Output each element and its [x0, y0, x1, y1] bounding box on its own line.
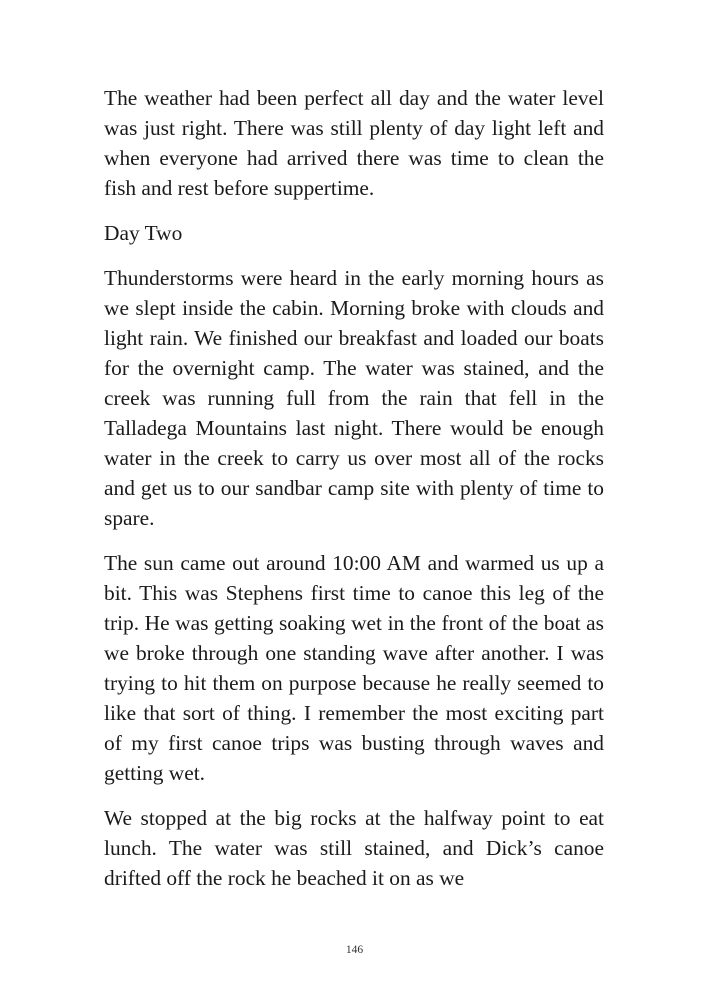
- paragraph-sun-came-out: The sun came out around 10:00 AM and warmed us up a bit. This was Stephens first time to canoe this leg of the trip. He was getting soaking wet in the front of the boat as we broke through one standing wave after another. I was trying to hit them on purpose because he really seemed to like that sort of thing. I remember the most exciting part of my first canoe trips was busting through waves and getting wet.: [104, 551, 604, 785]
- section-heading-day-two: Day Two: [104, 221, 183, 245]
- page-number: 146: [345, 944, 364, 956]
- paragraph-big-rocks: We stopped at the big rocks at the halfway point to eat lunch. The water was still stained, and Dick’s canoe drifted off the rock he beached it on as we: [104, 806, 604, 890]
- paragraph-thunderstorms: Thunderstorms were heard in the early morning hours as we slept inside the cabin. Morning broke with clouds and light rain. We finished our breakfast and loaded our boats for the overnight camp. The water was stained, and the creek was running full from the rain that fell in the Talladega Mountains last night. There would be enough water in the creek to carry us over most all of the rocks and get us to our sandbar camp site with plenty of time to spare.: [104, 266, 604, 530]
- paragraph-weather: The weather had been perfect all day and the water level was just right. There was still plenty of day light left and when everyone had arrived there was time to clean the fish and rest before suppertime.: [104, 86, 604, 200]
- page-body: [104, 83, 604, 908]
